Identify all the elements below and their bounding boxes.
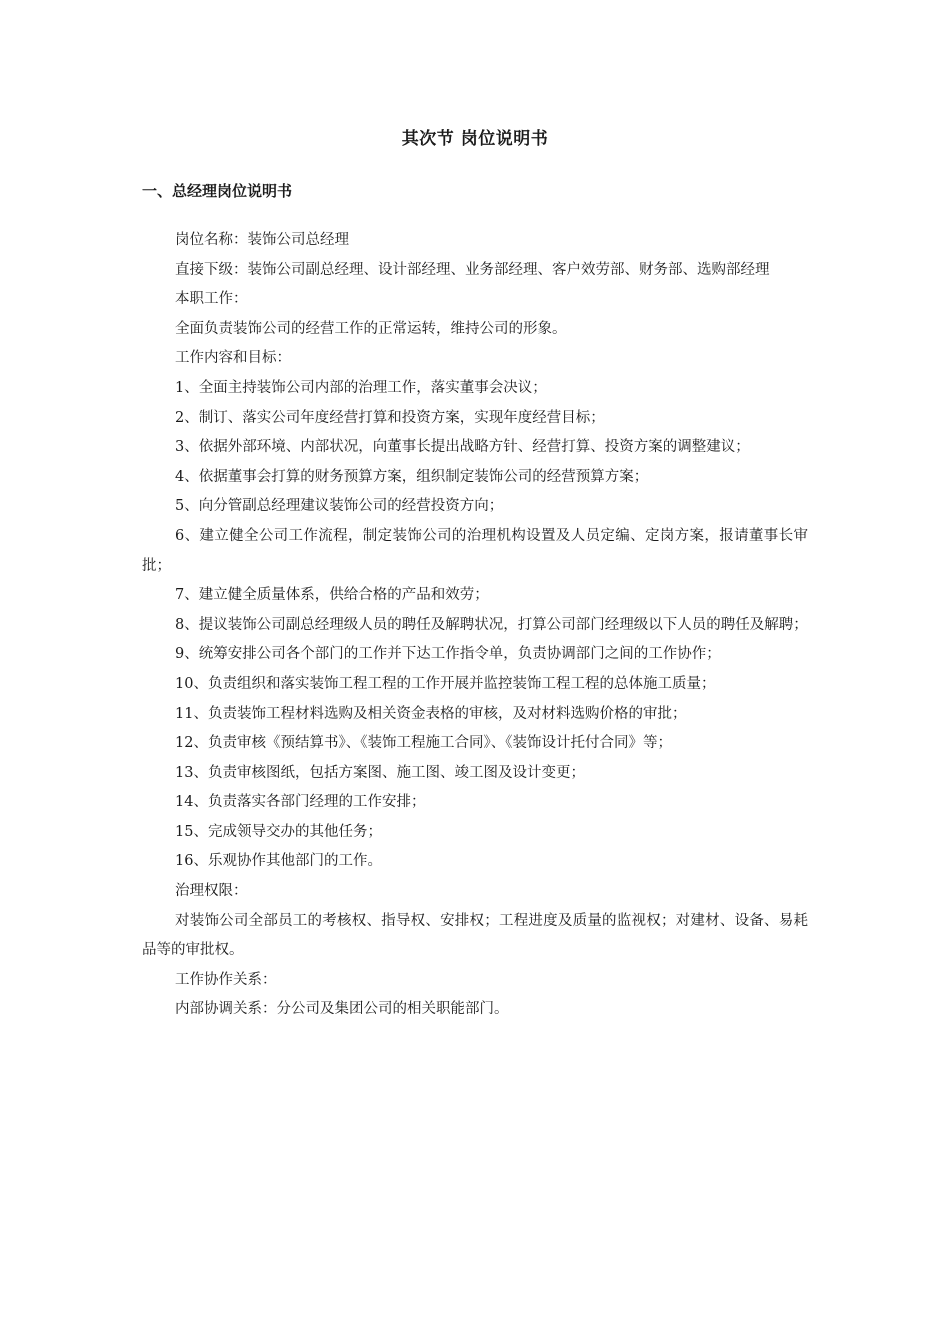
list-item: 4、依据董事会打算的财务预算方案，组织制定装饰公司的经营预算方案； [175, 468, 649, 485]
page-title: 其次节 岗位说明书 [401, 129, 549, 149]
list-item: 16、乐观协作其他部门的工作。 [175, 853, 382, 870]
list-item: 8、提议装饰公司副总经理级人员的聘任及解聘状况，打算公司部门经理级以下人员的聘任及解聘； [175, 616, 808, 633]
paragraph-position-name: 岗位名称：装饰公司总经理 [175, 232, 349, 248]
list-item: 1、全面主持装饰公司内部的治理工作，落实董事会决议； [175, 379, 547, 396]
list-item: 14、负责落实各部门经理的工作安排； [175, 794, 426, 811]
list-item: 11、负责装饰工程材料选购及相关资金表格的审核，及对材料选购价格的审批； [175, 705, 687, 722]
paragraph-authority: 对装饰公司全部员工的考核权、指导权、安排权；工程进度及质量的监视权；对建材、设备、易耗品等的审批权。 [142, 912, 808, 959]
list-item: 15、完成领导交办的其他任务； [175, 823, 382, 840]
list-item: 6、建立健全公司工作流程，制定装饰公司的治理机构设置及人员定编、定岗方案，报请董事长审批； [142, 527, 808, 574]
list-item: 5、向分管副总经理建议装饰公司的经营投资方向； [175, 498, 504, 515]
body-text [142, 226, 808, 1025]
paragraph-direct-subordinates: 直接下级：装饰公司副总经理、设计部经理、业务部经理、客户效劳部、财务部、选购部经理 [175, 261, 770, 278]
paragraph-duty-label: 本职工作： [175, 291, 248, 308]
list-item: 3、依据外部环境、内部状况，向董事长提出战略方针、经营打算、投资方案的调整建议； [175, 439, 750, 456]
list-item: 12、负责审核《预结算书》、《装饰工程施工合同》、《装饰设计托付合同》等； [175, 735, 672, 752]
list-item: 9、统筹安排公司各个部门的工作并下达工作指令单，负责协调部门之间的工作协作； [175, 646, 721, 663]
list-item: 13、负责审核图纸，包括方案图、施工图、竣工图及设计变更； [175, 764, 585, 781]
list-item: 7、建立健全质量体系，供给合格的产品和效劳； [175, 587, 489, 604]
list-item: 10、负责组织和落实装饰工程工程的工作开展并监控装饰工程工程的总体施工质量； [175, 675, 716, 692]
paragraph-cooperation-label: 工作协作关系： [175, 971, 277, 988]
paragraph-duty: 全面负责装饰公司的经营工作的正常运转，维持公司的形象。 [175, 320, 567, 337]
paragraph-content-label: 工作内容和目标： [175, 350, 291, 367]
paragraph-authority-label: 治理权限： [175, 883, 248, 900]
section-heading: 一、总经理岗位说明书 [142, 182, 293, 200]
paragraph-cooperation: 内部协调关系：分公司及集团公司的相关职能部门。 [175, 1001, 509, 1018]
list-item: 2、制订、落实公司年度经营打算和投资方案，实现年度经营目标； [175, 409, 605, 426]
